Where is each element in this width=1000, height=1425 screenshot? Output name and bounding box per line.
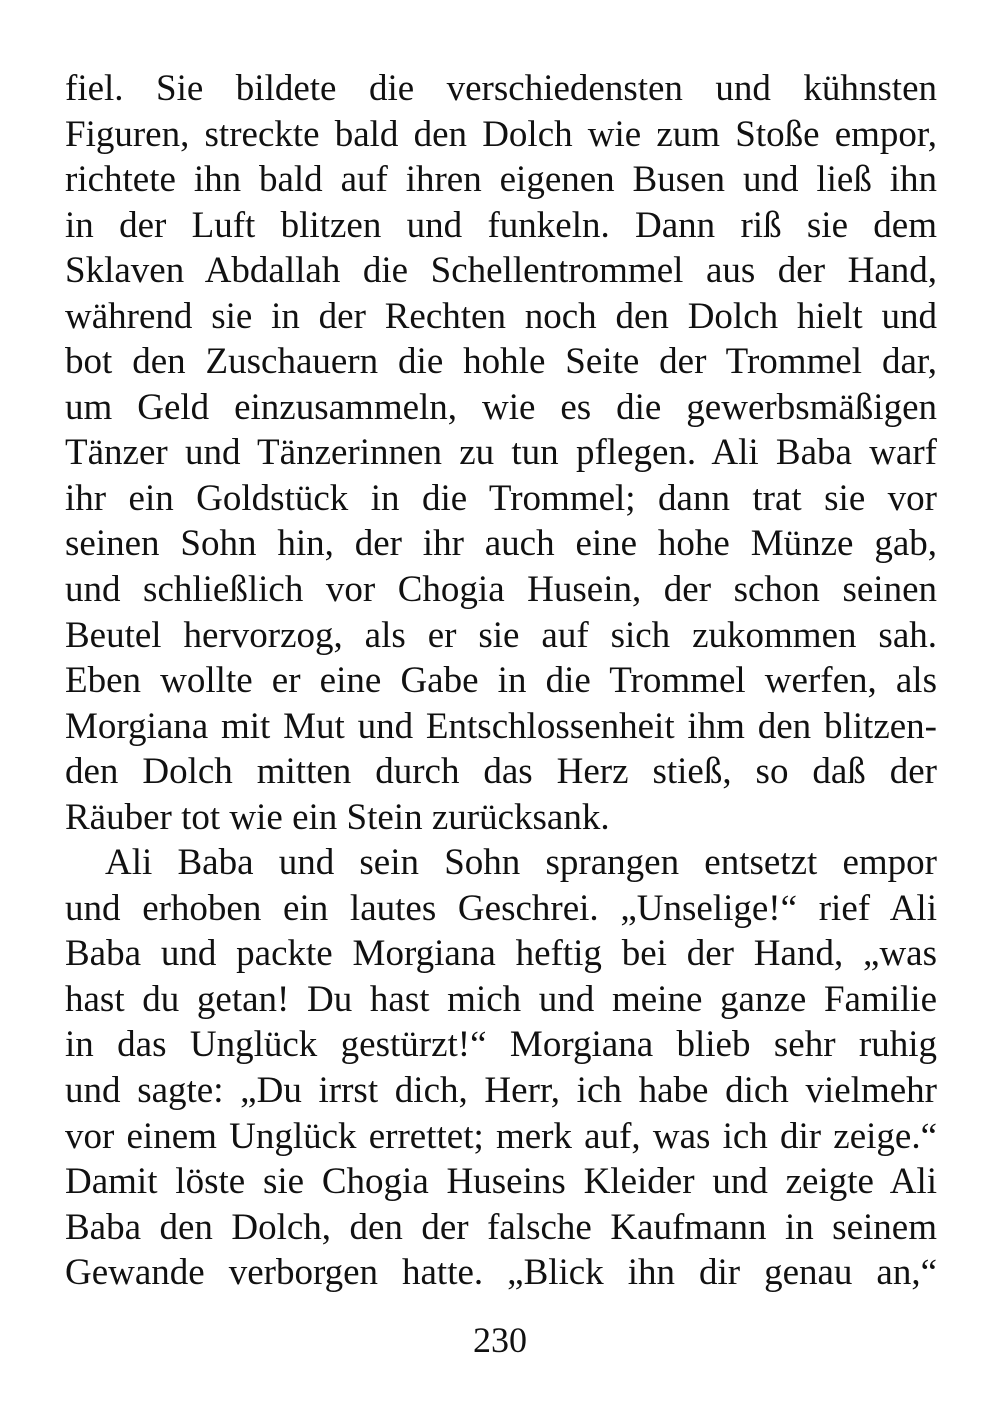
text-line: Baba und packte Morgiana heftig bei der Hand, „was: [65, 933, 937, 975]
text-line: hast du getan! Du hast mich und meine ganze Familie: [65, 978, 937, 1020]
paragraph-start-line: Ali Baba und sein Sohn sprangen entsetzt empor: [105, 842, 937, 884]
text-line: Beutel hervorzog, als er sie auf sich zukommen sah.: [65, 614, 937, 656]
text-line: ihr ein Goldstück in die Trommel; dann trat sie vor: [65, 477, 937, 519]
text-line: Baba den Dolch, den der falsche Kaufmann in seinem: [65, 1206, 937, 1248]
text-line: Damit löste sie Chogia Huseins Kleider und zeigte Ali: [65, 1161, 937, 1203]
page-text: [65, 66, 937, 1296]
text-line: fiel. Sie bildete die verschiedensten und kühnsten: [65, 68, 937, 109]
text-line: Figuren, streckte bald den Dolch wie zum Stoße empor,: [65, 113, 937, 155]
text-line: während sie in der Rechten noch den Dolch hielt und: [65, 295, 937, 337]
text-line: richtete ihn bald auf ihren eigenen Busen und ließ ihn: [65, 159, 937, 201]
text-line: den Dolch mitten durch das Herz stieß, so daß der: [65, 751, 937, 793]
text-line: Morgiana mit Mut und Entschlossenheit ihm den blitzen-: [65, 705, 937, 747]
text-line: vor einem Unglück errettet; merk auf, was ich dir zeige.“: [65, 1115, 937, 1157]
text-line: und schließlich vor Chogia Husein, der schon seinen: [65, 569, 937, 611]
text-line: Gewande verborgen hatte. „Blick ihn dir genau an,“: [65, 1252, 937, 1294]
text-line: seinen Sohn hin, der ihr auch eine hohe Münze gab,: [65, 523, 937, 565]
text-line: Tänzer und Tänzerinnen zu tun pflegen. Ali Baba warf: [65, 432, 937, 474]
text-line: Sklaven Abdallah die Schellentrommel aus der Hand,: [65, 250, 937, 292]
text-line: und erhoben ein lautes Geschrei. „Unselige!“ rief Ali: [65, 887, 937, 929]
text-line: Eben wollte er eine Gabe in die Trommel werfen, als: [65, 660, 937, 702]
text-line: bot den Zuschauern die hohle Seite der Trommel dar,: [65, 341, 937, 383]
paragraph-end-line: Räuber tot wie ein Stein zurücksank.: [65, 796, 610, 838]
text-line: in der Luft blitzen und funkeln. Dann riß sie dem: [65, 204, 937, 246]
text-line: in das Unglück gestürzt!“ Morgiana blieb sehr ruhig: [65, 1024, 937, 1066]
text-line: um Geld einzusammeln, wie es die gewerbsmäßigen: [65, 386, 937, 428]
page-number: 230: [473, 1320, 527, 1360]
text-line: und sagte: „Du irrst dich, Herr, ich habe dich vielmehr: [65, 1070, 937, 1112]
